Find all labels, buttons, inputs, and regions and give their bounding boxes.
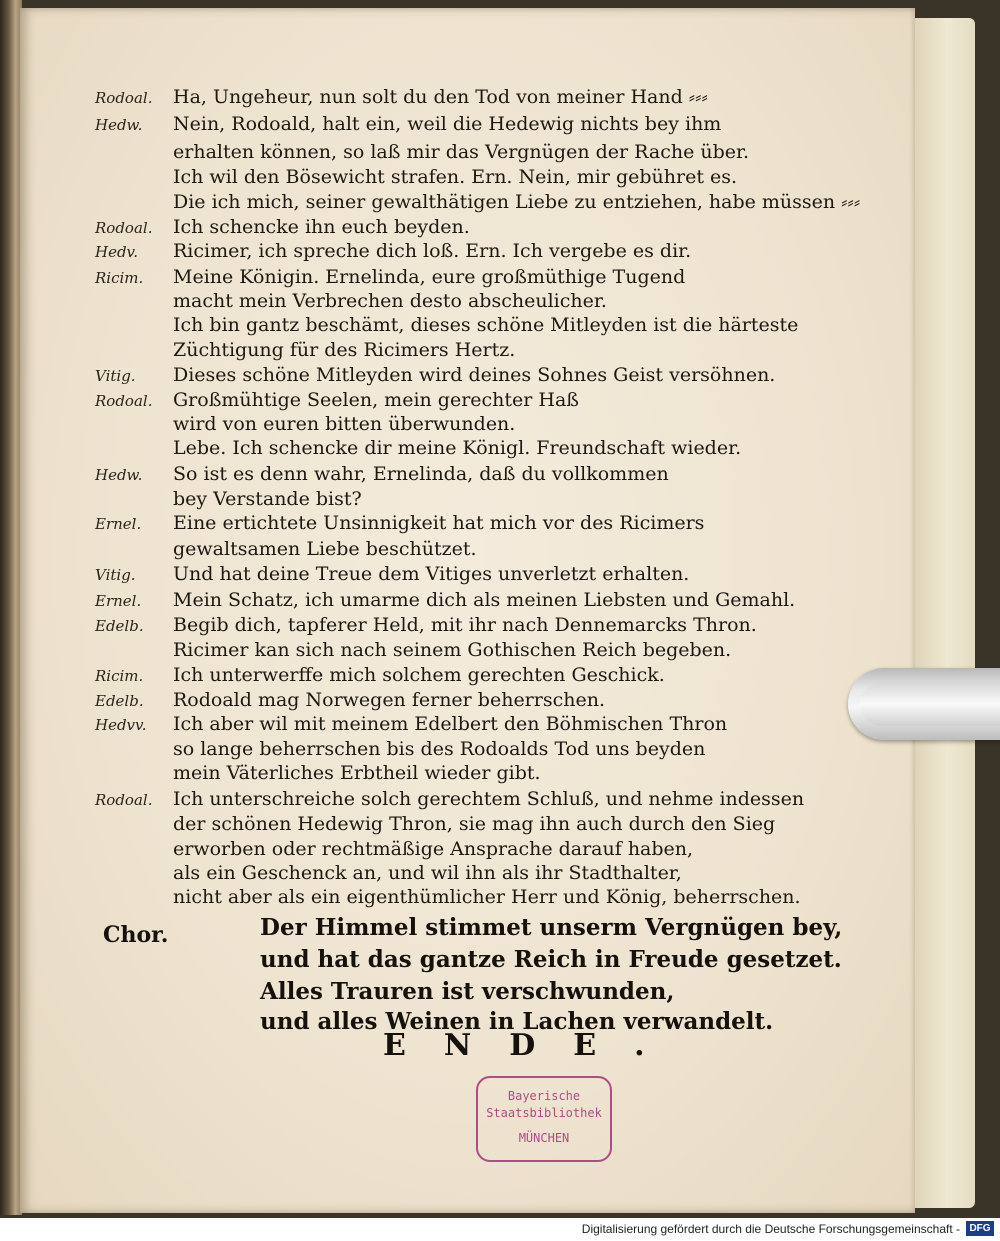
book-spine-edge: [0, 0, 22, 1215]
dialogue-line: [95, 413, 515, 437]
dialogue-text: Begib dich, tapferer Held, mit ihr nach Dennemarcks Thron.: [173, 614, 757, 636]
speaker-name: Ricim.: [95, 667, 144, 685]
dialogue-line: [95, 813, 775, 837]
speaker-name: Rodoal.: [95, 89, 153, 107]
dialogue-line: [95, 488, 362, 512]
stamp-line: Staatsbibliothek: [486, 1106, 602, 1120]
dialogue-line: [95, 463, 669, 487]
dialogue-line: [95, 512, 704, 536]
underlying-page-edge: [905, 18, 975, 1208]
dialogue-line: [95, 563, 689, 587]
chorus-line: Der Himmel stimmet unserm Vergnügen bey,: [260, 914, 843, 941]
dialogue-text: Dieses schöne Mitleyden wird deines Sohnes Geist versöhnen.: [173, 364, 776, 386]
dialogue-text: Und hat deine Treue dem Vitiges unverletzt erhalten.: [173, 563, 690, 585]
dialogue-text: Ricimer, ich spreche dich loß. Ern. Ich vergebe es dir.: [173, 240, 692, 262]
speaker-name: Ricim.: [95, 269, 144, 287]
speaker-name: Hedw.: [95, 116, 143, 134]
speaker-name: Edelb.: [95, 692, 144, 710]
speaker-name: Rodoal.: [95, 791, 153, 809]
stamp-line: MÜNCHEN: [518, 1131, 570, 1145]
dialogue-line: [95, 437, 741, 461]
dialogue-line: [95, 664, 665, 688]
dialogue-line: [95, 113, 721, 137]
speaker-name: Vitig.: [95, 566, 136, 584]
dialogue-text: Ich wil den Bösewicht strafen. Ern. Nein, mir gebühret es.: [173, 166, 738, 188]
dialogue-line: [95, 788, 804, 812]
dialogue-line: [95, 762, 541, 786]
dialogue-line: [95, 339, 515, 363]
dialogue-line: [95, 141, 749, 165]
dialogue-text: nicht aber als ein eigenthümlicher Herr und König, beherrschen.: [173, 886, 801, 908]
dialogue-line: [95, 689, 605, 713]
dialogue-text: wird von euren bitten überwunden.: [173, 413, 516, 435]
dialogue-line: [95, 191, 860, 215]
dialogue-text: Ricimer kan sich nach seinem Gothischen Reich begeben.: [173, 639, 732, 661]
chorus-speaker: Chor.: [103, 922, 169, 948]
speaker-name: Hedw.: [95, 466, 143, 484]
stamp-line: Bayerische: [507, 1089, 581, 1103]
dialogue-text: macht mein Verbrechen desto abscheulicher.: [173, 290, 607, 312]
chorus-line: und hat das gantze Reich in Freude gesetzet.: [260, 946, 842, 973]
page-clip-tab-highlight: [860, 682, 1000, 726]
dfg-logo: DFG: [966, 1221, 994, 1236]
dialogue-text: Ich schencke ihn euch beyden.: [173, 216, 470, 238]
dialogue-line: [95, 886, 801, 910]
dialogue-text: Ich bin gantz beschämt, dieses schöne Mitleyden ist die härteste: [173, 314, 799, 336]
dialogue-text: Meine Königin. Ernelinda, eure großmüthige Tugend: [173, 266, 686, 288]
speaker-name: Rodoal.: [95, 219, 153, 237]
dialogue-text: So ist es denn wahr, Ernelinda, daß du vollkommen: [173, 463, 669, 485]
dialogue-line: [95, 389, 579, 413]
speaker-name: Ernel.: [95, 592, 142, 610]
dialogue-text: Rodoald mag Norwegen ferner beherrschen.: [173, 689, 605, 711]
dialogue-line: [95, 364, 775, 388]
dialogue-line: [95, 589, 795, 613]
dialogue-text: Mein Schatz, ich umarme dich als meinen Liebsten und Gemahl.: [173, 589, 796, 611]
library-stamp: [476, 1076, 612, 1162]
footer-credit: Digitalisierung gefördert durch die Deutsche Forschungsgemeinschaft -: [581, 1222, 960, 1236]
dialogue-text: mein Väterliches Erbtheil wieder gibt.: [173, 762, 541, 784]
dialogue-line: [95, 738, 705, 762]
dialogue-line: [95, 314, 798, 338]
dialogue-text: Ich unterschreiche solch gerechtem Schluß, und nehme indessen: [173, 788, 805, 810]
dialogue-text: Die ich mich, seiner gewalthätigen Liebe zu entziehen, habe müssen ⸗⸗⸗: [173, 191, 861, 213]
dialogue-line: [95, 266, 685, 290]
chorus-line: und alles Weinen in Lachen verwandelt.: [260, 1008, 774, 1035]
dialogue-text: so lange beherrschen bis des Rodoalds Tod uns beyden: [173, 738, 706, 760]
dialogue-text: erhalten können, so laß mir das Vergnügen der Rache über.: [173, 141, 750, 163]
dialogue-line: [95, 166, 737, 190]
dialogue-line: [95, 538, 477, 562]
dialogue-line: [95, 86, 708, 110]
dialogue-text: Großmühtige Seelen, mein gerechter Haß: [173, 389, 579, 411]
dialogue-text: gewaltsamen Liebe beschützet.: [173, 538, 477, 560]
dialogue-text: Ich aber wil mit meinem Edelbert den Böhmischen Thron: [173, 713, 728, 735]
speaker-name: Rodoal.: [95, 392, 153, 410]
dialogue-text: Lebe. Ich schencke dir meine Königl. Freundschaft wieder.: [173, 437, 742, 459]
dialogue-text: erworben oder rechtmäßige Ansprache darauf haben,: [173, 838, 694, 860]
dialogue-text: Eine ertichtete Unsinnigkeit hat mich vor des Ricimers: [173, 512, 705, 534]
dialogue-line: [95, 713, 727, 737]
speaker-name: Hedvv.: [95, 716, 147, 734]
dialogue-line: [95, 838, 693, 862]
speaker-name: Hedv.: [95, 243, 139, 261]
speaker-name: Ernel.: [95, 515, 142, 533]
dialogue-text: Ich unterwerffe mich solchem gerechten Geschick.: [173, 664, 665, 686]
dialogue-line: [95, 614, 757, 638]
dialogue-text: Züchtigung für des Ricimers Hertz.: [173, 339, 516, 361]
speaker-name: Edelb.: [95, 617, 144, 635]
dialogue-line: [95, 862, 682, 886]
chorus-line: Alles Trauren ist verschwunden,: [260, 978, 675, 1005]
dialogue-text: bey Verstande bist?: [173, 488, 362, 510]
dialogue-line: [95, 216, 470, 240]
dialogue-line: [95, 240, 691, 264]
dialogue-text: der schönen Hedewig Thron, sie mag ihn auch durch den Sieg: [173, 813, 776, 835]
dialogue-line: [95, 639, 731, 663]
speaker-name: Vitig.: [95, 367, 136, 385]
dialogue-text: Ha, Ungeheur, nun solt du den Tod von meiner Hand ⸗⸗⸗: [173, 86, 708, 108]
ende-heading: ENDE.: [383, 1028, 683, 1063]
dialogue-line: [95, 290, 607, 314]
dialogue-text: Nein, Rodoald, halt ein, weil die Hedewig nichts bey ihm: [173, 113, 722, 135]
dialogue-text: als ein Geschenck an, und wil ihn als ihr Stadthalter,: [173, 862, 682, 884]
